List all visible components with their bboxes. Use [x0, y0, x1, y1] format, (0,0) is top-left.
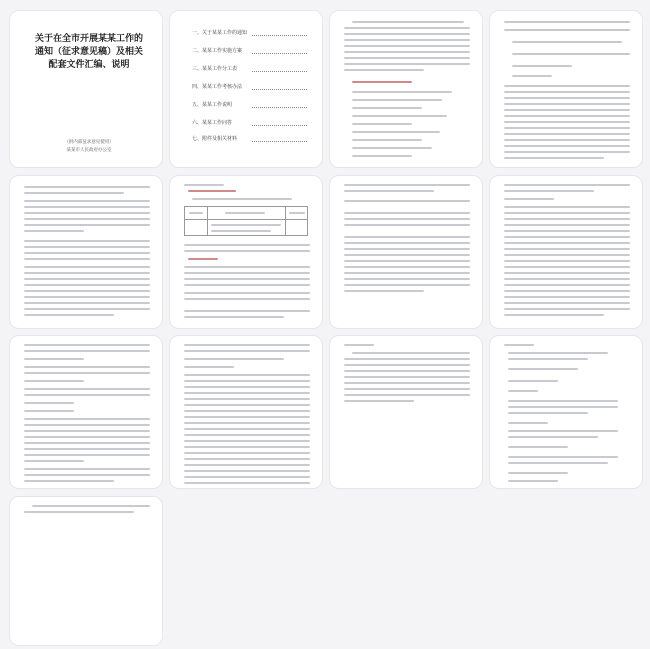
text-line: [504, 198, 554, 200]
page-thumbnail-3[interactable]: [329, 10, 483, 168]
text-line: [508, 446, 568, 448]
text-line: [344, 57, 470, 59]
text-line: [344, 254, 470, 256]
text-line: [344, 284, 470, 286]
text-line: [24, 388, 150, 390]
text-line: [504, 115, 630, 117]
text-line: [512, 75, 552, 77]
table-col-divider: [207, 207, 208, 235]
text-line: [184, 476, 310, 478]
table-cell-line: [225, 212, 265, 214]
text-line: [184, 470, 310, 472]
text-line: [184, 386, 310, 388]
text-line: [504, 296, 630, 298]
text-line: [344, 39, 470, 41]
cover-title-line: 通知（征求意见稿）及相关: [34, 47, 143, 57]
text-line: [352, 91, 452, 93]
text-line: [184, 434, 310, 436]
text-line: [24, 246, 150, 248]
page-thumbnail-9[interactable]: [9, 335, 163, 489]
text-line: [504, 139, 630, 141]
text-line: [344, 69, 424, 71]
text-line: [184, 350, 310, 352]
text-line: [352, 155, 412, 157]
text-line: [344, 63, 470, 65]
text-line: [24, 186, 150, 188]
text-line: [24, 224, 150, 226]
table-cell-line: [211, 224, 281, 226]
text-line: [184, 392, 310, 394]
text-line: [184, 292, 310, 294]
text-line: [508, 430, 618, 432]
text-line: [344, 218, 470, 220]
text-line: [504, 278, 630, 280]
toc-leader: [252, 35, 307, 36]
cover-title: [24, 33, 154, 72]
text-line: [504, 254, 630, 256]
text-line: [504, 184, 630, 186]
text-line: [504, 308, 630, 310]
text-line: [24, 511, 134, 513]
table-row-divider: [185, 219, 307, 220]
text-line: [24, 212, 150, 214]
page-thumbnail-cover[interactable]: [9, 10, 163, 168]
text-line: [508, 406, 618, 408]
text-line: [344, 212, 470, 214]
text-line: [24, 200, 150, 202]
page-thumbnail-7[interactable]: [329, 175, 483, 329]
text-line: [508, 456, 618, 458]
cover-unit: 某某市人民政府办公室: [66, 148, 112, 153]
toc-leader: [252, 125, 307, 126]
text-line: [184, 458, 310, 460]
page-thumbnail-12[interactable]: [489, 335, 643, 489]
text-line: [504, 145, 630, 147]
text-line: [504, 190, 594, 192]
text-line: [184, 428, 310, 430]
text-line: [184, 416, 310, 418]
text-line: [24, 266, 150, 268]
text-line: [24, 424, 150, 426]
text-line: [344, 364, 470, 366]
text-line: [184, 298, 310, 300]
text-line: [184, 398, 310, 400]
text-line: [24, 296, 150, 298]
text-line: [184, 358, 284, 360]
text-line: [24, 372, 150, 374]
text-line: [344, 45, 470, 47]
text-line: [344, 242, 470, 244]
text-line: [504, 230, 630, 232]
text-line: [24, 442, 150, 444]
text-line: [184, 272, 310, 274]
text-line: [352, 107, 422, 109]
text-line: [24, 258, 150, 260]
text-line: [184, 266, 310, 268]
text-line: [508, 412, 588, 414]
toc-leader: [252, 141, 307, 142]
text-line: [512, 53, 630, 55]
text-line: [504, 29, 630, 31]
text-line: [504, 212, 630, 214]
toc-row: 四、某某工作考核办法: [192, 84, 243, 90]
text-line: [504, 133, 630, 135]
toc-row: 七、附件及相关材料: [192, 136, 238, 142]
text-line: [352, 99, 442, 101]
text-line: [508, 480, 558, 482]
text-line: [344, 184, 470, 186]
table-cell-line: [211, 230, 271, 232]
text-line: [504, 21, 630, 23]
text-line: [352, 131, 440, 133]
text-line: [24, 480, 114, 482]
page-thumbnail-13[interactable]: [9, 496, 163, 646]
toc-row: 一、关于某某工作的通知: [192, 30, 248, 36]
text-line: [344, 190, 434, 192]
text-line: [344, 33, 470, 35]
toc-leader: [252, 53, 307, 54]
page-thumbnail-4[interactable]: [489, 10, 643, 168]
text-line: [508, 368, 578, 370]
toc-row: 五、某某工作说明: [192, 102, 233, 108]
page-thumbnail-8[interactable]: [489, 175, 643, 329]
page-thumbnail-10[interactable]: [169, 335, 323, 489]
text-line: [504, 314, 604, 316]
text-line: [504, 151, 630, 153]
toc-leader: [252, 107, 307, 108]
text-line: [24, 252, 150, 254]
text-line: [504, 290, 630, 292]
text-line: [504, 91, 630, 93]
text-line: [504, 236, 630, 238]
text-line: [344, 400, 414, 402]
text-line: [184, 366, 234, 368]
page-thumbnail-toc[interactable]: [169, 10, 323, 168]
page-thumbnail-11[interactable]: [329, 335, 483, 489]
text-line: [24, 230, 84, 232]
text-line: [508, 436, 598, 438]
text-line: [24, 410, 74, 412]
text-line: [24, 308, 150, 310]
text-line: [24, 192, 124, 194]
text-line: [24, 448, 150, 450]
text-line: [24, 240, 150, 242]
text-line: [504, 97, 630, 99]
text-line: [504, 157, 604, 159]
text-line: [184, 422, 310, 424]
text-line: [24, 474, 150, 476]
page-thumbnail-6[interactable]: [169, 175, 323, 329]
text-line: [32, 505, 150, 507]
table-cell-line: [289, 212, 305, 214]
text-line: [344, 272, 470, 274]
text-line: [24, 290, 150, 292]
text-line: [24, 358, 84, 360]
text-line: [24, 278, 150, 280]
text-line: [344, 51, 470, 53]
text-line: [504, 85, 630, 87]
text-line: [24, 468, 150, 470]
text-line: [184, 482, 310, 484]
text-line: [344, 27, 470, 29]
text-line: [352, 147, 432, 149]
cover-title-line: 关于在全市开展某某工作的: [34, 34, 143, 44]
text-line: [184, 278, 310, 280]
text-line: [24, 350, 150, 352]
page-thumbnail-5[interactable]: [9, 175, 163, 329]
text-line: [184, 440, 310, 442]
text-line: [184, 446, 310, 448]
text-line: [184, 464, 310, 466]
text-line: [504, 266, 630, 268]
text-line: [184, 404, 310, 406]
text-line: [504, 218, 630, 220]
text-line: [184, 316, 284, 318]
text-line: [352, 123, 412, 125]
text-line: [508, 472, 568, 474]
text-line: [184, 284, 310, 286]
text-line: [184, 374, 310, 376]
text-line: [344, 344, 374, 346]
text-line: [192, 198, 292, 200]
text-line: [504, 206, 630, 208]
text-line: [344, 278, 470, 280]
text-line: [344, 248, 470, 250]
text-line: [24, 314, 114, 316]
text-line: [184, 344, 310, 346]
text-line: [344, 370, 470, 372]
toc-row: 六、某某工作问答: [192, 120, 233, 126]
text-line: [504, 284, 630, 286]
text-line: [24, 380, 84, 382]
text-line: [24, 436, 150, 438]
toc-row: 二、某某工作实施方案: [192, 48, 243, 54]
text-line: [24, 394, 150, 396]
data-table: [184, 206, 308, 236]
text-line: [352, 21, 464, 23]
text-line: [344, 394, 470, 396]
text-line: [344, 260, 470, 262]
text-line: [508, 462, 608, 464]
heading-line: [188, 258, 218, 260]
table-cell-line: [189, 212, 203, 214]
text-line: [24, 402, 74, 404]
text-line: [508, 358, 588, 360]
text-line: [504, 260, 630, 262]
text-line: [504, 344, 534, 346]
text-line: [344, 236, 470, 238]
text-line: [504, 127, 630, 129]
text-line: [24, 206, 150, 208]
text-line: [352, 115, 447, 117]
text-line: [184, 452, 310, 454]
heading-line: [188, 190, 236, 192]
text-line: [512, 41, 622, 43]
text-line: [508, 422, 548, 424]
text-line: [184, 250, 310, 252]
text-line: [344, 224, 470, 226]
text-line: [504, 109, 630, 111]
text-line: [504, 103, 630, 105]
text-line: [184, 380, 310, 382]
cover-title-line: 配套文件汇编、说明: [48, 60, 130, 70]
table-col-divider: [285, 207, 286, 235]
text-line: [24, 454, 150, 456]
text-line: [508, 380, 558, 382]
text-line: [184, 244, 310, 246]
text-line: [344, 200, 470, 202]
text-line: [504, 121, 630, 123]
cover-subtitle: （供内部征求意见使用）: [64, 140, 114, 145]
text-line: [184, 184, 224, 186]
text-line: [504, 242, 630, 244]
text-line: [504, 224, 630, 226]
text-line: [24, 430, 150, 432]
text-line: [512, 65, 572, 67]
text-line: [508, 390, 538, 392]
text-line: [352, 139, 422, 141]
toc-leader: [252, 71, 307, 72]
text-line: [24, 284, 150, 286]
text-line: [24, 366, 150, 368]
text-line: [24, 418, 150, 420]
text-line: [344, 266, 470, 268]
text-line: [344, 388, 470, 390]
text-line: [344, 290, 424, 292]
text-line: [352, 352, 470, 354]
text-line: [344, 382, 470, 384]
text-line: [24, 460, 84, 462]
text-line: [504, 248, 630, 250]
text-line: [184, 410, 310, 412]
text-line: [344, 376, 470, 378]
text-line: [24, 218, 150, 220]
toc-leader: [252, 89, 307, 90]
text-line: [504, 272, 630, 274]
text-line: [508, 400, 618, 402]
toc-row: 三、某某工作分工表: [192, 66, 238, 72]
text-line: [504, 302, 630, 304]
heading-line: [352, 81, 412, 83]
text-line: [184, 310, 310, 312]
text-line: [344, 358, 470, 360]
text-line: [508, 352, 608, 354]
text-line: [24, 344, 150, 346]
text-line: [24, 272, 150, 274]
text-line: [24, 302, 150, 304]
